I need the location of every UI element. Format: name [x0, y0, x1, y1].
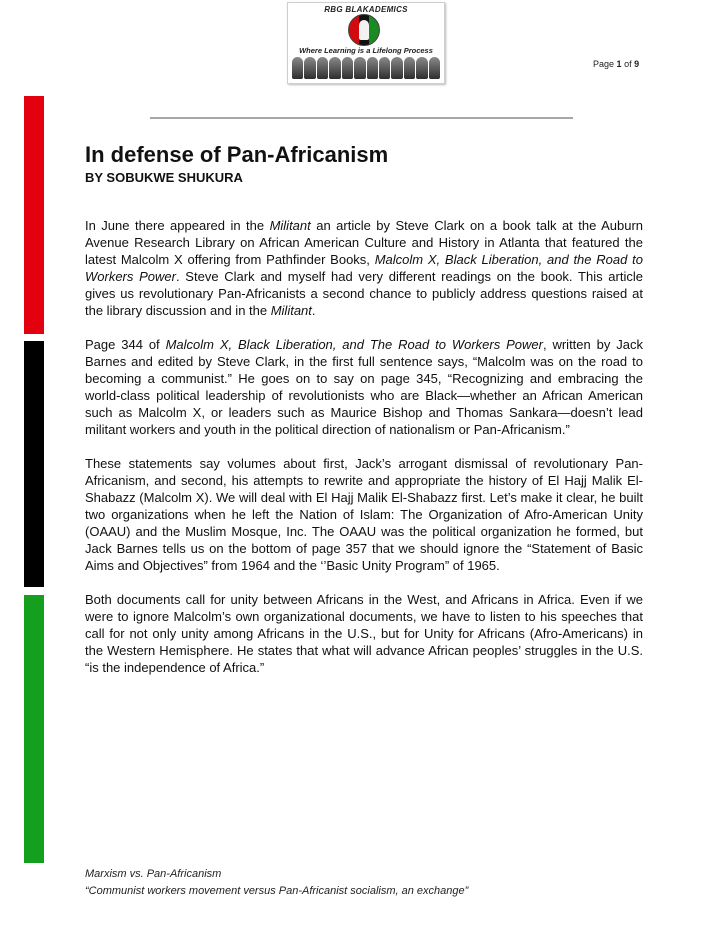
pan-african-stripe-black [24, 341, 44, 587]
logo-tagline: Where Learning is a Lifelong Process [299, 46, 433, 55]
pan-african-stripe-green [24, 595, 44, 863]
article-byline: BY SOBUKWE SHUKURA [85, 170, 243, 185]
portrait-strip [292, 57, 440, 79]
page-number: Page 1 of 9 [593, 59, 640, 69]
logo-title: RBG BLAKADEMICS [324, 5, 408, 14]
pan-african-stripe-red [24, 96, 44, 334]
paragraph: These statements say volumes about first, Jack’s arrogant dismissal of revolutionary Pan-Africanism, and second, his attempts to rewrite and appropriate the history of El Hajj Malik El-Shabazz (Malcolm X). We will deal with El Hajj Malik El-Shabazz first. Let’s make it clear, he built two organizations when he left the Nation of Islam: The Organization of Afro-American Unity (OAAU) and the Muslim Mosque, Inc. The OAAU was the political organization he formed, but Jack Barnes tells us on the bottom of page 357 that we should ignore the “Statement of Basic Aims and Objectives” from 1964 and the ‘’Basic Unity Program” of 1965. [85, 456, 643, 573]
article-title: In defense of Pan-Africanism [85, 142, 389, 167]
paragraph: Page 344 of Malcolm X, Black Liberation, and The Road to Workers Power, written by Jack Barnes and edited by Steve Clark, in the first full sentence says, “Malcolm was on the road to becoming a communist.” He goes on to say on page 345, “Recognizing and embracing the world-class political leadership of revolutionists who are Black—whether an African American such as Malcolm X, or leaders such as Maurice Bishop and Thomas Sankara—doesn’t lead militant workers and youth in the political direction of nationalism or Pan-Africanism.” [85, 337, 643, 437]
paragraph: Both documents call for unity between Africans in the West, and Africans in Africa. Even if we were to ignore Malcolm’s own organizational documents, we have to listen to his speeches that call for not only unity among Africans in the U.S., but for Unity for Africans (Afro-Americans) in the Western Hemisphere. He states that what will advance African peoples’ struggles in the U.S. “is the independence of Africa.” [85, 592, 643, 675]
footer-line-1: Marxism vs. Pan-Africanism [85, 868, 222, 880]
emblem-icon [348, 14, 380, 46]
article-body [85, 217, 643, 693]
header-rule [150, 117, 573, 119]
footer-line-2: “Communist workers movement versus Pan-Africanist socialism, an exchange” [85, 885, 469, 897]
paragraph: In June there appeared in the Militant an article by Steve Clark on a book talk at the Auburn Avenue Research Library on African American Culture and History in Atlanta that featured the latest Malcolm X offering from Pathfinder Books, Malcolm X, Black Liberation, and the Road to Workers Power. Steve Clark and myself had very different readings on the book. This article gives us revolutionary Pan-Africanists a second chance to publicly address questions raised at the library discussion and in the Militant. [85, 218, 643, 318]
page-footer [85, 866, 468, 900]
rbg-blakademics-logo [287, 2, 445, 84]
